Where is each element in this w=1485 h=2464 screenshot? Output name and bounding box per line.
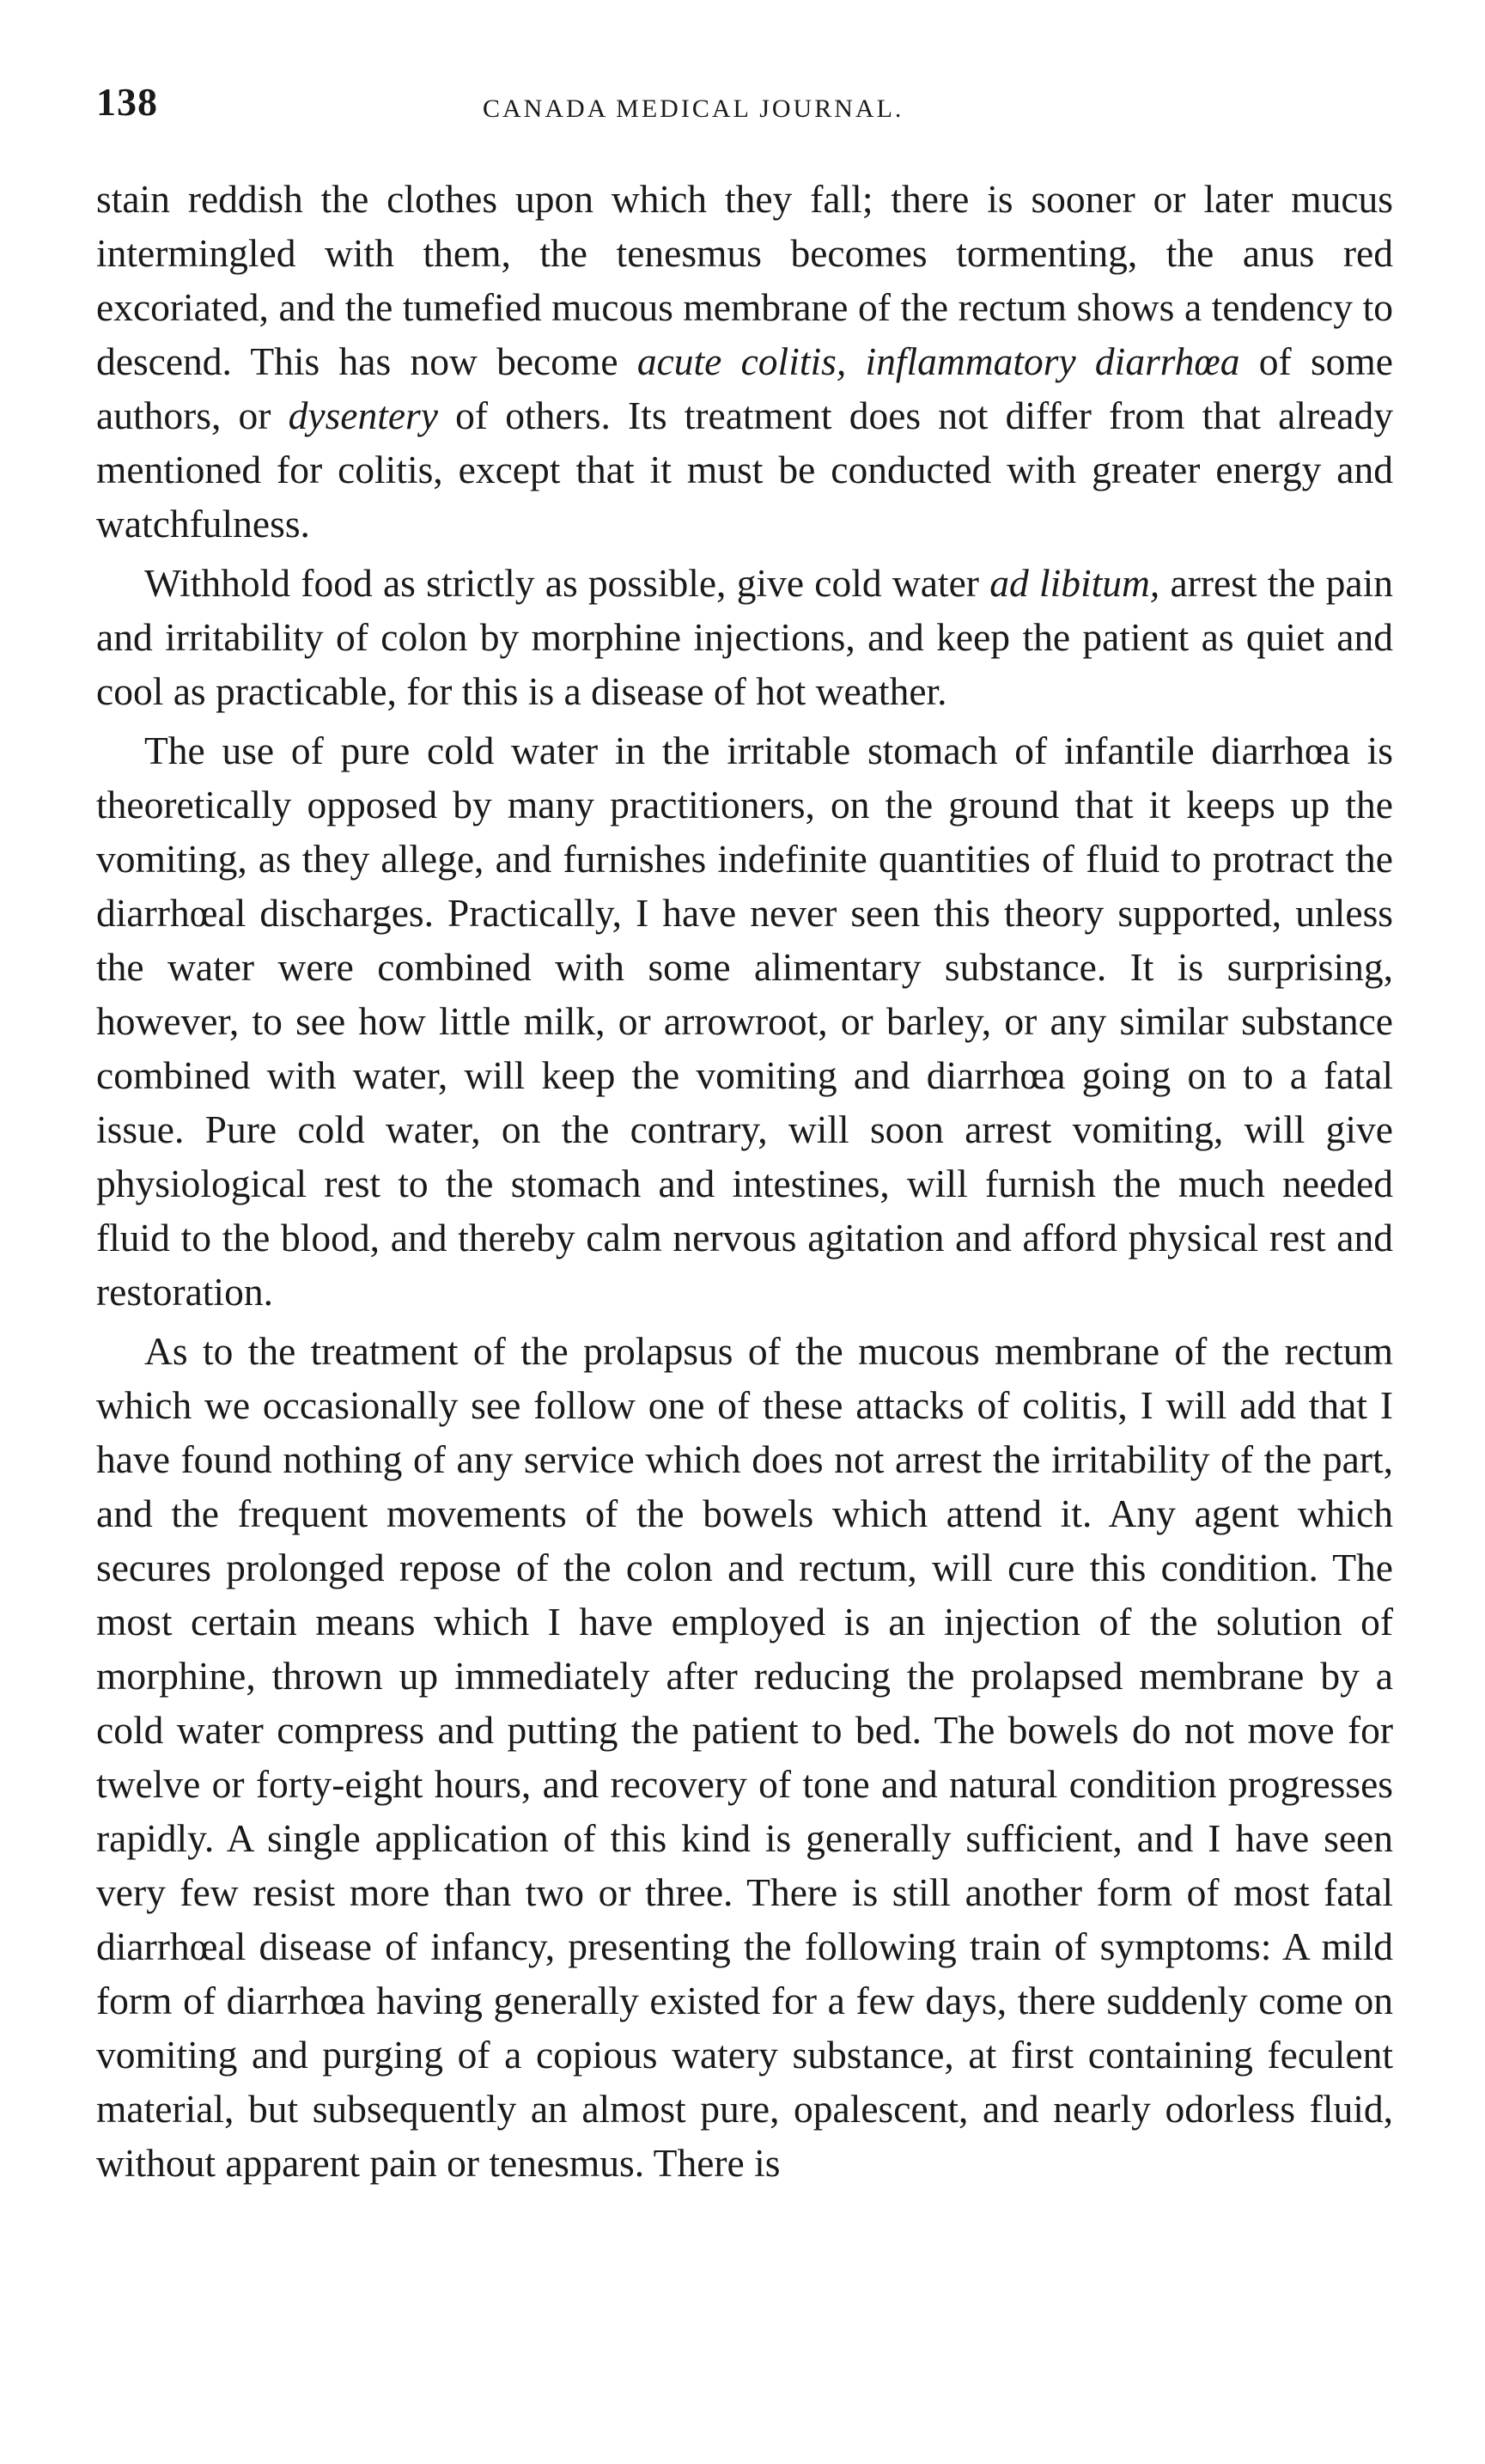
paragraph: Withhold food as strictly as possible, give cold water ad libitum, arrest the pain and irritability of colon by morphine injections, and keep the patient as quiet and cool as practicable, for this is a disease of hot weather. [96,561,1393,713]
paragraph: stain reddish the clothes upon which they fall; there is sooner or later mucus intermingled with them, the tenesmus becomes tormenting, the anus red excoriated, and the tumefied mucous membrane of the rectum shows a tendency to descend. This has now become acute colitis, inflammatory diarrhœa of some authors, or dysentery of others. Its treatment does not differ from that already mentioned for colitis, except that it must be conducted with greater energy and watchfulness. [96,177,1393,546]
italic-term: dysentery [288,393,438,437]
italic-term: acute colitis, inflammatory diarrhœa [636,339,1240,383]
italic-term: ad libitum, [989,561,1160,605]
paragraph: As to the treatment of the prolapsus of the mucous membrane of the rectum which we occasionally see follow one of these attacks of colitis, I will add that I have found nothing of any service which does not arrest the irritability of the part, and the frequent movements of the bowels which attend it. Any agent which secures prolonged repose of the colon and rectum, will cure this condition. The most certain means which I have employed is an injection of the solution of morphine, thrown up immediately after reducing the prolapsed membrane by a cold water compress and putting the patient to bed. The bowels do not move for twelve or forty-eight hours, and recovery of tone and natural condition progresses rapidly. A single application of this kind is generally sufficient, and I have seen very few resist more than two or three. There is still another form of most fatal diarrhœal disease of infancy, presenting the following train of symptoms: A mild form of diarrhœa having generally existed for a few days, there suddenly come on vomiting and purging of a copious watery substance, at first containing feculent material, but subsequently an almost pure, opalescent, and nearly odorless fluid, without apparent pain or tenesmus. There is [96,1329,1393,2185]
page-header [96,70,1385,131]
page-number: 138 [96,80,158,124]
paragraph: The use of pure cold water in the irritable stomach of infantile diarrhœa is theoretically opposed by many practitioners, on the ground that it keeps up the vomiting, as they allege, and furnishes indefinite quantities of fluid to protract the diarrhœal discharges. Practically, I have never seen this theory supported, unless the water were combined with some alimentary substance. It is surprising, however, to see how little milk, or arrowroot, or barley, or any similar substance combined with water, will keep the vomiting and diarrhœa going on to a fatal issue. Pure cold water, on the contrary, will soon arrest vomiting, will give physiological rest to the stomach and intestines, will furnish the much needed fluid to the blood, and thereby calm nervous agitation and afford physical rest and restoration. [96,729,1393,1314]
running-head: CANADA MEDICAL JOURNAL. [483,95,904,123]
body-text [96,172,1393,2195]
